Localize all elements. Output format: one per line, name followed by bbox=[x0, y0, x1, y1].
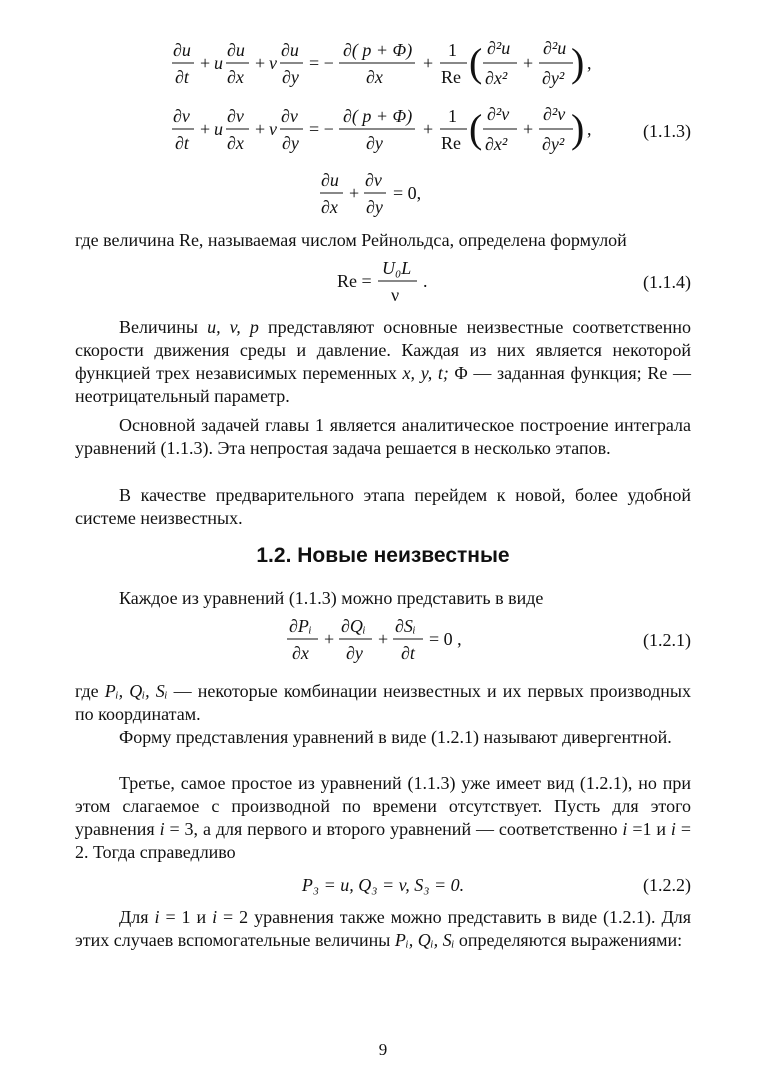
svg-text:Re: Re bbox=[441, 133, 461, 153]
paragraph-for-i1-i2: Для i = 1 и i = 2 уравнения также можно представить в виде (1.2.1). Для этих случаев вспомогательные величины Pᵢ, Qᵢ, Sᵢ определяются выражениями: bbox=[75, 907, 692, 950]
equation-1-1-4 bbox=[75, 254, 691, 308]
svg-text:1: 1 bbox=[448, 106, 457, 126]
svg-text:ν: ν bbox=[391, 285, 400, 305]
eq-fraction-den: ∂t bbox=[175, 67, 189, 87]
svg-text:v: v bbox=[269, 119, 277, 139]
svg-text:+: + bbox=[200, 53, 211, 73]
svg-text:∂( p + Φ): ∂( p + Φ) bbox=[343, 106, 413, 126]
svg-text:+: + bbox=[423, 53, 434, 73]
equation-1-2-1 bbox=[75, 612, 691, 666]
svg-text:∂y: ∂y bbox=[366, 133, 383, 153]
paragraph-main-task: Основной задачей главы 1 является аналитическое построение интеграла уравнений (1.1.3). Эта непростая задача решается в несколько этапов. bbox=[75, 415, 691, 458]
svg-text:∂( p + Φ): ∂( p + Φ) bbox=[343, 40, 413, 60]
page-number: 9 bbox=[378, 1040, 388, 1059]
paragraph-each-equation: Каждое из уравнений (1.1.3) можно представить в виде bbox=[119, 588, 544, 608]
svg-text:∂x²: ∂x² bbox=[485, 68, 508, 88]
svg-text:1: 1 bbox=[448, 40, 457, 60]
svg-text:∂t: ∂t bbox=[401, 643, 415, 663]
svg-text:Re: Re bbox=[441, 67, 461, 87]
paragraph-preliminary: В качестве предварительного этапа перейдем к новой, более удобной системе неизвестных. bbox=[75, 485, 691, 528]
svg-text:∂x: ∂x bbox=[366, 67, 383, 87]
section-heading-1-2: 1.2. Новые неизвестные bbox=[256, 544, 510, 567]
equation-number-1-2-2: (1.2.2) bbox=[643, 875, 691, 895]
svg-text:∂x: ∂x bbox=[321, 197, 338, 217]
svg-text:+: + bbox=[523, 119, 534, 139]
svg-text:): ) bbox=[571, 40, 585, 85]
svg-text:∂²u: ∂²u bbox=[543, 38, 567, 58]
svg-text:,: , bbox=[587, 119, 592, 139]
svg-text:,: , bbox=[587, 53, 592, 73]
svg-text:∂Pᵢ: ∂Pᵢ bbox=[289, 616, 312, 636]
equation-1-1-3-line-2 bbox=[75, 102, 691, 158]
svg-text:+: + bbox=[349, 183, 360, 203]
svg-text:∂²u: ∂²u bbox=[487, 38, 511, 58]
svg-text:∂²v: ∂²v bbox=[487, 104, 510, 124]
svg-text:∂x: ∂x bbox=[292, 643, 309, 663]
svg-text:v: v bbox=[269, 53, 277, 73]
document-page bbox=[75, 0, 691, 1079]
paragraph-divergent: Форму представления уравнений в виде (1.2.1) называют дивергентной. bbox=[119, 727, 672, 747]
svg-text:u: u bbox=[214, 53, 223, 73]
equation-1-1-3-line-3 bbox=[75, 166, 691, 220]
paragraph-re-definition: где величина Re, называемая числом Рейнольдса, определена формулой bbox=[75, 230, 627, 250]
svg-text:+: + bbox=[523, 53, 534, 73]
svg-text:∂v: ∂v bbox=[281, 106, 298, 126]
svg-text:.: . bbox=[423, 271, 428, 291]
svg-text:∂x²: ∂x² bbox=[485, 134, 508, 154]
svg-text:∂y: ∂y bbox=[366, 197, 383, 217]
equation-number-1-1-4: (1.1.4) bbox=[643, 272, 691, 292]
svg-text:+: + bbox=[200, 119, 211, 139]
svg-text:Re =: Re = bbox=[337, 271, 372, 291]
svg-text:∂²v: ∂²v bbox=[543, 104, 566, 124]
paragraph-where-pqs: где Pᵢ, Qᵢ, Sᵢ — некоторые комбинации неизвестных и их первых производных по координатам. bbox=[75, 681, 691, 724]
svg-text:u: u bbox=[214, 119, 223, 139]
svg-text:∂y: ∂y bbox=[346, 643, 363, 663]
paragraph-third-equation: Третье, самое простое из уравнений (1.1.3) уже имеет вид (1.2.1), но при этом слагаемое с производной по времени отсутствует. Пусть для этого уравнения i = 3, а для первого и второго уравнений — соответственно i =1 и i = 2. Тогда справедливо bbox=[75, 773, 691, 862]
equation-1-2-2: P₃ = u, Q₃ = v, S₃ = 0. bbox=[301, 875, 465, 895]
svg-text:∂v: ∂v bbox=[365, 170, 382, 190]
svg-text:+: + bbox=[255, 119, 266, 139]
svg-text:= −: = − bbox=[309, 119, 334, 139]
svg-text:∂y²: ∂y² bbox=[542, 134, 565, 154]
svg-text:∂u: ∂u bbox=[281, 40, 299, 60]
svg-text:(: ( bbox=[469, 106, 483, 151]
svg-text:+: + bbox=[378, 629, 389, 649]
svg-text:): ) bbox=[571, 106, 585, 151]
svg-text:∂v: ∂v bbox=[227, 106, 244, 126]
svg-text:= −: = − bbox=[309, 53, 334, 73]
svg-text:+: + bbox=[423, 119, 434, 139]
svg-text:+: + bbox=[255, 53, 266, 73]
svg-text:∂v: ∂v bbox=[173, 106, 190, 126]
svg-text:∂x: ∂x bbox=[227, 67, 244, 87]
svg-text:∂x: ∂x bbox=[227, 133, 244, 153]
svg-text:+: + bbox=[324, 629, 335, 649]
svg-text:(: ( bbox=[469, 40, 483, 85]
equation-1-1-3-line-1 bbox=[75, 36, 691, 92]
equation-number-1-2-1: (1.2.1) bbox=[643, 630, 691, 650]
svg-text:U₀L: U₀L bbox=[382, 258, 412, 278]
svg-text:= 0 ,: = 0 , bbox=[429, 629, 462, 649]
svg-text:∂y²: ∂y² bbox=[542, 68, 565, 88]
svg-text:∂y: ∂y bbox=[282, 67, 299, 87]
svg-text:∂Qᵢ: ∂Qᵢ bbox=[341, 616, 366, 636]
svg-text:∂u: ∂u bbox=[227, 40, 245, 60]
eq-fraction-num: ∂u bbox=[173, 40, 191, 60]
paragraph-unknowns: Величины u, v, p представляют основные неизвестные соответственно скорости движения среды и давление. Каждая из них является некоторой функцией трех независимых переменных x, y, t; Φ — заданная функция; Re — неотрицательный параметр. bbox=[75, 317, 692, 406]
equation-number-1-1-3: (1.1.3) bbox=[643, 121, 691, 141]
svg-text:∂y: ∂y bbox=[282, 133, 299, 153]
svg-text:∂t: ∂t bbox=[175, 133, 189, 153]
svg-text:∂Sᵢ: ∂Sᵢ bbox=[395, 616, 416, 636]
svg-text:∂u: ∂u bbox=[321, 170, 339, 190]
svg-text:= 0,: = 0, bbox=[393, 183, 422, 203]
